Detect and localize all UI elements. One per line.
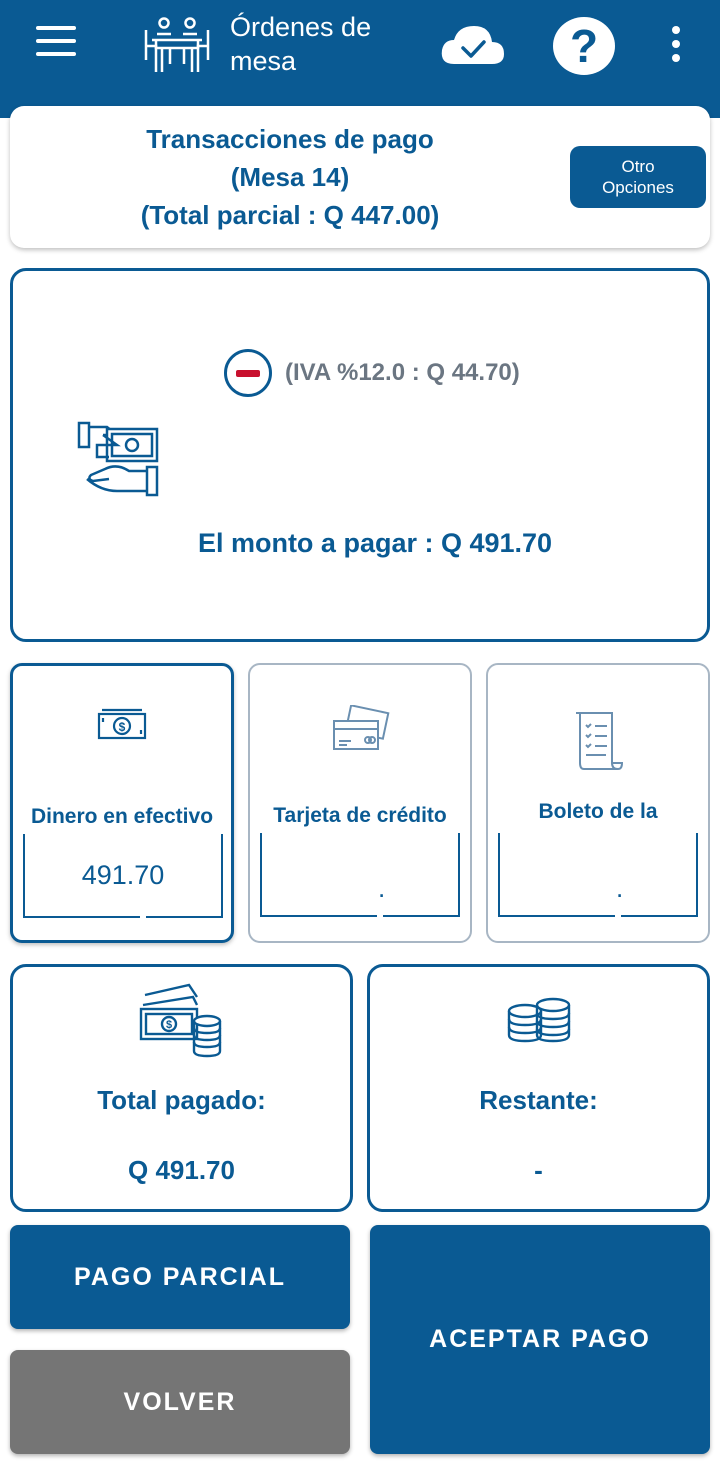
transaction-title: Transacciones de pago	[146, 124, 434, 154]
total-paid-label: Total pagado:	[97, 1085, 266, 1115]
remove-circle-icon[interactable]	[224, 349, 272, 397]
remaining-value: -	[534, 1155, 543, 1185]
other-options-button[interactable]	[570, 146, 706, 208]
remaining-label: Restante:	[479, 1085, 598, 1115]
voucher-amount-value: .	[616, 873, 624, 903]
voucher-amount-input[interactable]	[498, 833, 698, 917]
back-button[interactable]: VOLVER	[10, 1350, 350, 1454]
method-voucher-label: Boleto de la	[538, 800, 658, 823]
transaction-header-card	[10, 106, 710, 248]
cloud-check-icon[interactable]	[438, 18, 506, 70]
other-options-line-2: Opciones	[602, 178, 674, 197]
receipt-scroll-icon	[488, 709, 708, 773]
svg-text:$: $	[118, 720, 126, 734]
cash-bill-icon	[13, 706, 231, 742]
hamburger-menu-icon[interactable]	[36, 26, 76, 56]
method-credit-card[interactable]	[248, 663, 472, 943]
method-voucher[interactable]	[486, 663, 710, 943]
svg-text:$: $	[165, 1019, 172, 1031]
credit-card-amount-input[interactable]	[260, 833, 460, 917]
payment-amount-card	[10, 268, 710, 642]
app-title: Órdenes de mesa	[230, 12, 372, 76]
accept-payment-button[interactable]: ACEPTAR PAGO	[370, 1225, 710, 1454]
method-cash-label: Dinero en efectivo	[30, 805, 214, 828]
partial-payment-button[interactable]: PAGO PARCIAL	[10, 1225, 350, 1329]
cash-amount-value: 491.70	[81, 860, 165, 890]
tax-text: (IVA %12.0 : Q 44.70)	[285, 359, 520, 386]
coin-stacks-icon	[370, 997, 707, 1043]
dining-table-icon	[142, 16, 212, 74]
cash-amount-input[interactable]	[23, 834, 223, 918]
method-credit-card-label: Tarjeta de crédito	[273, 804, 447, 827]
cash-in-hand-icon	[77, 419, 161, 499]
total-paid-value: Q 491.70	[128, 1155, 235, 1185]
total-paid-card	[10, 964, 353, 1212]
subtotal-text: (Total parcial : Q 447.00)	[140, 200, 440, 230]
amount-to-pay: El monto a pagar : Q 491.70	[197, 528, 553, 558]
app-bar	[0, 0, 720, 118]
credit-cards-icon	[250, 705, 470, 755]
other-options-line-1: Otro	[621, 157, 655, 176]
table-number: (Mesa 14)	[230, 162, 350, 192]
cash-and-coins-icon	[13, 981, 350, 1061]
remaining-card	[367, 964, 710, 1212]
help-button[interactable]: ?	[553, 17, 615, 75]
credit-card-amount-value: .	[378, 873, 386, 903]
more-vertical-icon[interactable]	[671, 26, 681, 62]
method-cash[interactable]	[10, 663, 234, 943]
